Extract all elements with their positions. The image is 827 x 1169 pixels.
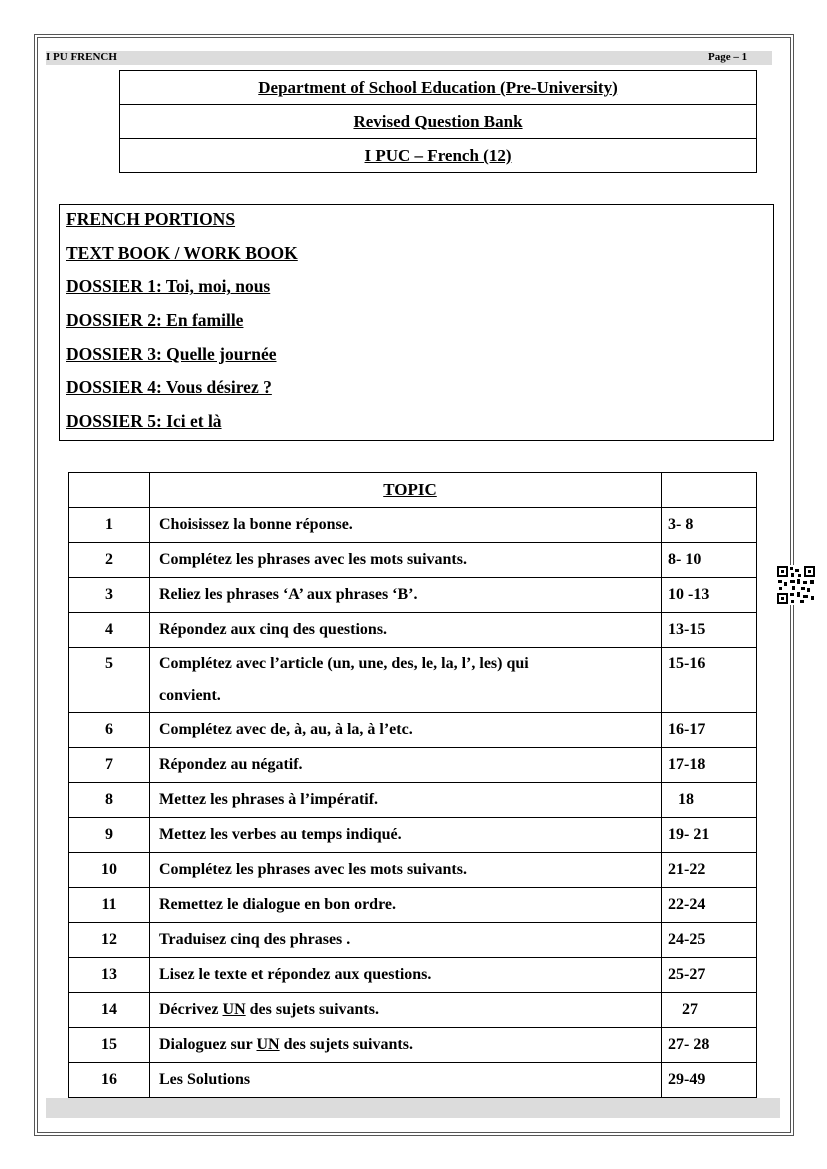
row-number: 12: [69, 923, 150, 958]
row-number: 16: [69, 1063, 150, 1098]
table-row: [69, 543, 757, 578]
row-number: 1: [69, 508, 150, 543]
row-pages: 3- 8: [662, 508, 757, 543]
row-pages: 15-16: [662, 648, 757, 713]
dossier-item: DOSSIER 4: Vous désirez ?: [66, 377, 272, 398]
table-header-row: [69, 473, 757, 508]
row-number: 5: [69, 648, 150, 713]
header-cell-num: [69, 473, 150, 508]
row-topic: [150, 1028, 662, 1063]
table-row: [69, 783, 757, 818]
row-pages: 29-49: [662, 1063, 757, 1098]
row-pages: 17-18: [662, 748, 757, 783]
row-topic: Remettez le dialogue en bon ordre.: [150, 888, 662, 923]
question-bank-title: Revised Question Bank: [120, 105, 756, 139]
table-row: [69, 508, 757, 543]
row-pages: 13-15: [662, 613, 757, 648]
row-topic-pre: Dialoguez sur: [159, 1036, 257, 1053]
row-pages: 19- 21: [662, 818, 757, 853]
portions-heading: FRENCH PORTIONS: [66, 209, 236, 229]
row-topic-post: des sujets suivants.: [245, 1001, 379, 1018]
course-title: I PUC – French (12): [364, 146, 512, 165]
table-row: [69, 578, 757, 613]
table-row: [69, 713, 757, 748]
row-topic: [150, 993, 662, 1028]
portions-subheading: TEXT BOOK / WORK BOOK: [66, 242, 298, 263]
row-pages: 24-25: [662, 923, 757, 958]
table-row: [69, 1028, 757, 1063]
table-row: [69, 648, 757, 713]
row-topic: Choisissez la bonne réponse.: [150, 508, 662, 543]
row-number: 2: [69, 543, 150, 578]
table-row: [69, 888, 757, 923]
row-pages: 18: [662, 783, 757, 818]
row-topic-post: des sujets suivants.: [279, 1036, 413, 1053]
row-topic: Répondez aux cinq des questions.: [150, 613, 662, 648]
row-topic: Complétez les phrases avec les mots suivants.: [150, 853, 662, 888]
row-topic: Complétez les phrases avec les mots suivants.: [150, 543, 662, 578]
row-topic: Reliez les phrases ‘A’ aux phrases ‘B’.: [150, 578, 662, 613]
header-subject: I PU FRENCH: [46, 51, 117, 63]
department-title: Department of School Education (Pre-University): [120, 71, 756, 105]
row-topic-underlined: UN: [222, 1001, 246, 1018]
header-page-number: Page – 1: [708, 51, 748, 63]
row-pages: 27- 28: [662, 1028, 757, 1063]
row-pages: 22-24: [662, 888, 757, 923]
dossier-item: DOSSIER 3: Quelle journée: [66, 343, 277, 364]
header-bar: [46, 51, 772, 65]
row-topic: Complétez avec de, à, au, à la, à l’etc.: [150, 713, 662, 748]
dossier-item: DOSSIER 2: En famille: [66, 310, 244, 331]
row-number: 7: [69, 748, 150, 783]
row-number: 9: [69, 818, 150, 853]
row-topic: Mettez les phrases à l’impératif.: [150, 783, 662, 818]
row-number: 3: [69, 578, 150, 613]
row-topic: [150, 648, 662, 713]
header-cell-pages: [662, 473, 757, 508]
row-number: 8: [69, 783, 150, 818]
row-number: 6: [69, 713, 150, 748]
table-row: [69, 613, 757, 648]
row-pages: 10 -13: [662, 578, 757, 613]
row-number: 15: [69, 1028, 150, 1063]
table-row: [69, 1063, 757, 1098]
row-topic-line2: convient.: [159, 687, 221, 704]
row-number: 4: [69, 613, 150, 648]
row-topic: Mettez les verbes au temps indiqué.: [150, 818, 662, 853]
row-topic: Lisez le texte et répondez aux questions.: [150, 958, 662, 993]
topics-table: [68, 472, 757, 1098]
table-row: [69, 748, 757, 783]
row-number: 13: [69, 958, 150, 993]
footer-bar: [46, 1098, 780, 1118]
row-topic-underlined: UN: [256, 1036, 280, 1053]
dossier-item: DOSSIER 1: Toi, moi, nous: [66, 276, 271, 297]
row-pages: 8- 10: [662, 543, 757, 578]
row-number: 14: [69, 993, 150, 1028]
table-row: [69, 993, 757, 1028]
row-pages: 16-17: [662, 713, 757, 748]
row-topic: Répondez au négatif.: [150, 748, 662, 783]
row-topic-line1: Complétez avec l’article (un, une, des, le, la, l’, les) qui: [159, 655, 529, 672]
dossier-item: DOSSIER 5: Ici et là: [66, 411, 222, 432]
portions-box: [59, 204, 774, 441]
table-row: [69, 958, 757, 993]
row-topic: Traduisez cinq des phrases .: [150, 923, 662, 958]
row-topic: Les Solutions: [150, 1063, 662, 1098]
row-pages: 25-27: [662, 958, 757, 993]
row-pages: 21-22: [662, 853, 757, 888]
row-pages: 27: [662, 993, 757, 1028]
topic-header: TOPIC: [150, 473, 662, 508]
row-number: 11: [69, 888, 150, 923]
table-row: [69, 923, 757, 958]
row-number: 10: [69, 853, 150, 888]
table-row: [69, 818, 757, 853]
table-row: [69, 853, 757, 888]
qr-code-icon: [776, 565, 816, 605]
row-topic-pre: Décrivez: [159, 1001, 223, 1018]
title-box: [119, 70, 757, 173]
